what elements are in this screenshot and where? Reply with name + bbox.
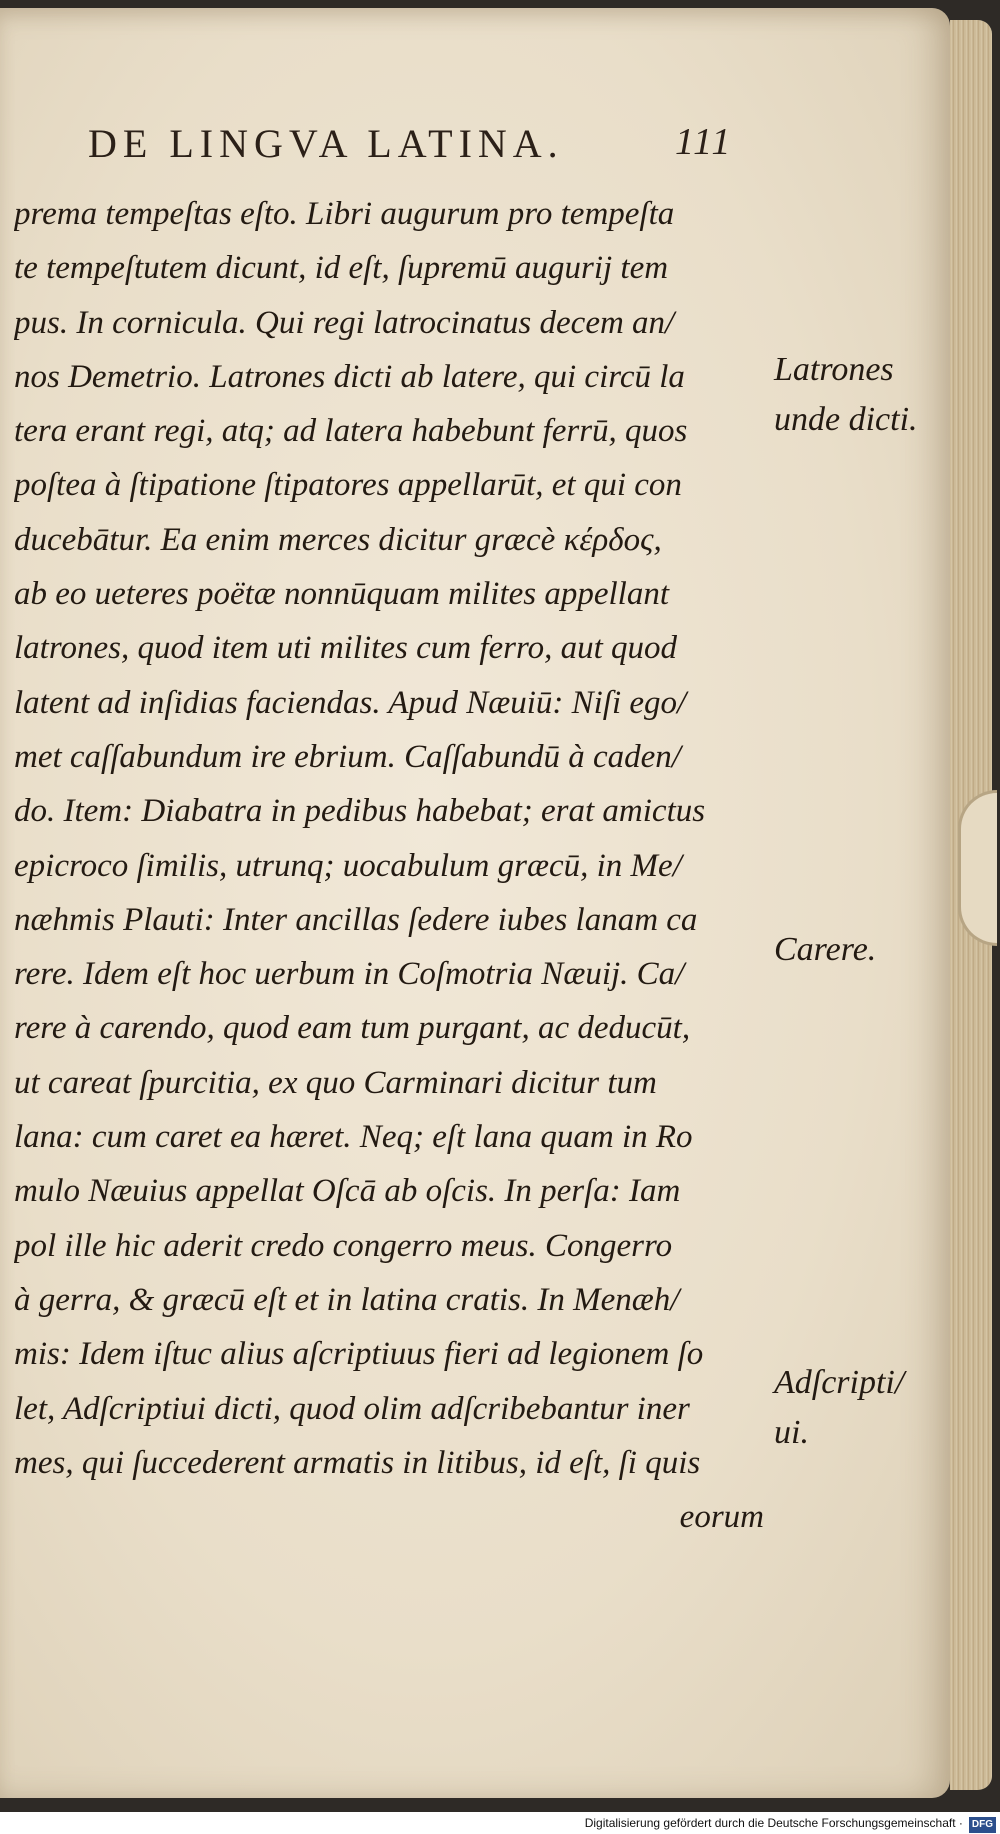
main-text-block [14,187,774,1544]
margin-note-carere: Carere. [774,931,877,968]
text-line: met caſſabundum ire ebrium. Caſſabundū à caden/ [14,738,681,775]
digitization-footer [0,1812,1000,1834]
text-line: lana: cum caret ea hæret. Neq; eſt lana quam in Ro [14,1119,693,1156]
text-line: pol ille hic aderit credo congerro meus. Congerro [14,1227,673,1264]
page-tab-marker [958,790,997,946]
dfg-logo-icon: DFG [969,1817,996,1833]
text-line: ducebātur. Ea enim merces dicitur græcè κέρδος, [14,521,662,558]
funding-credit: Digitalisierung gefördert durch die Deutsche Forschungsgemeinschaft · [584,1816,963,1830]
text-line: mes, qui ſuccederent armatis in litibus, id eſt, ſi quis [14,1444,701,1481]
text-line: mulo Næuius appellat Oſcā ab oſcis. In perſa: Iam [14,1173,681,1210]
text-line: nos Demetrio. Latrones dicti ab latere, qui circū la [14,358,685,395]
text-line: mis: Idem iſtuc alius aſcriptiuus fieri ad legionem ſo [14,1336,704,1373]
text-line: te tempeſtutem dicunt, id eſt, ſupremū augurij tem [14,250,669,287]
text-line: latrones, quod item uti milites cum ferro, aut quod [14,630,678,667]
text-line: à gerra, & græcū eſt et in latina cratis. In Menæh/ [14,1281,680,1318]
text-line: ut careat ſpurcitia, ex quo Carminari dicitur tum [14,1064,657,1101]
running-head: DE LINGVA LATINA. [88,121,564,166]
text-line: poſtea à ſtipatione ſtipatores appellarūt, et qui con [14,467,682,504]
text-line: latent ad inſidias faciendas. Apud Næuiū: Niſi ego/ [14,684,687,721]
catchword: eorum [679,1499,764,1536]
folio-number: 111 [675,121,733,163]
text-line: rere à carendo, quod eam tum purgant, ac deducūt, [14,1010,691,1047]
text-line: pus. In cornicula. Qui regi latrocinatus decem an/ [14,304,675,341]
margin-note-adscripti: Adſcripti/ [774,1364,905,1401]
text-line: tera erant regi, atq; ad latera habebunt ferrū, quos [14,413,688,450]
margin-note-unde-dicti: unde dicti. [774,401,918,438]
margin-note-ui: ui. [774,1414,809,1451]
margin-note-latrones: Latrones [774,351,894,388]
text-line: epicroco ſimilis, utrunq; uocabulum græcū, in Me/ [14,847,682,884]
text-line: næhmis Plauti: Inter ancillas ſedere iubes lanam ca [14,901,698,938]
text-line: rere. Idem eſt hoc uerbum in Coſmotria Næuij. Ca/ [14,956,685,993]
text-line: prema tempeſtas eſto. Libri augurum pro tempeſta [14,196,675,232]
text-line: ab eo ueteres poëtæ nonnūquam milites appellant [14,576,670,613]
text-line: do. Item: Diabatra in pedibus habebat; erat amictus [14,793,706,830]
text-line: let, Adſcriptiui dicti, quod olim adſcribebantur iner [14,1390,690,1427]
